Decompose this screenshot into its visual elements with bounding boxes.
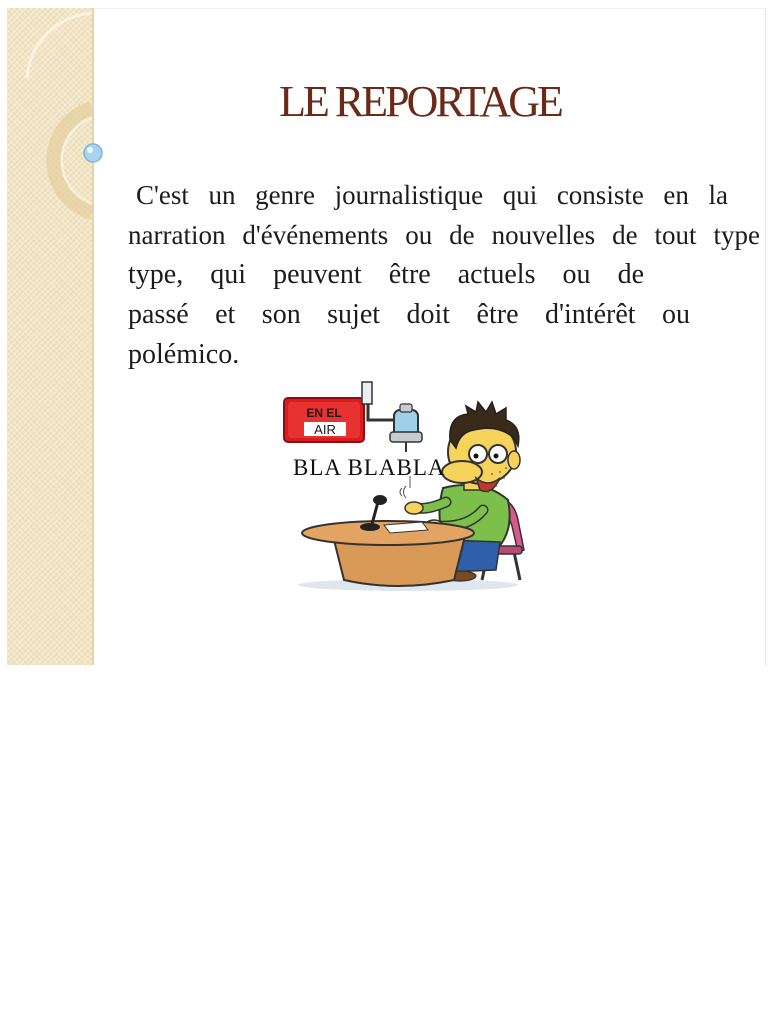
sign-line-1: EN EL	[306, 406, 342, 420]
speech-text: BLA BLABLA	[293, 455, 446, 480]
slide-title: LE REPORTAGE	[279, 77, 561, 126]
paragraph-line: passé et son sujet doit être d'intérêt ou	[128, 299, 690, 330]
body-paragraph	[128, 175, 760, 375]
paragraph-line: C'est un genre journalistique qui consiste en la	[136, 180, 728, 210]
paragraph-line: type, qui peuvent être actuels ou de	[128, 259, 644, 290]
paragraph-line: narration d'événements ou de nouvelles de tout type	[128, 220, 760, 250]
sign-line-2: AIR	[314, 422, 336, 437]
on-air-sign	[284, 398, 364, 442]
hanging-microphone-icon	[362, 382, 422, 452]
decorative-circles	[7, 8, 107, 248]
desk	[302, 521, 474, 586]
radio-host-illustration	[278, 380, 538, 595]
accent-dot-icon	[84, 144, 102, 162]
paragraph-line: polémico.	[128, 339, 240, 370]
